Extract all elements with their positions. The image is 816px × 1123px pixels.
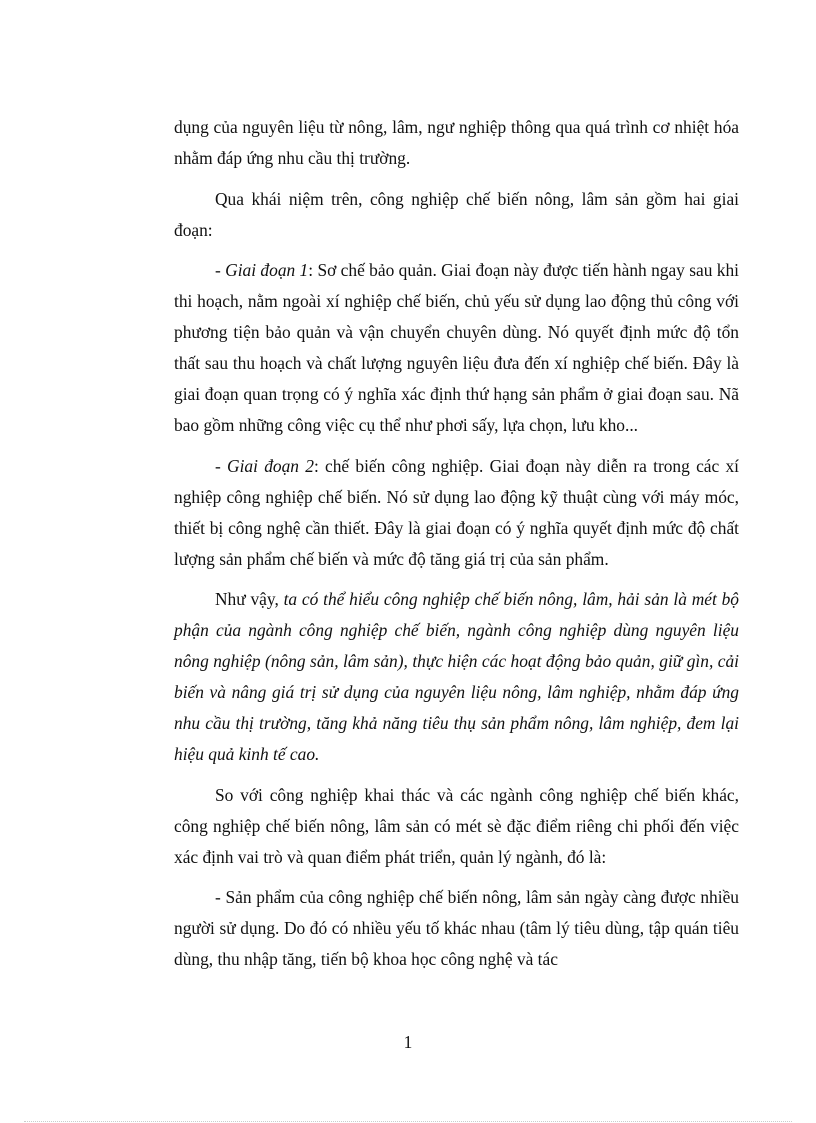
stage-2-label: - Giai đoạn 2 — [215, 455, 314, 476]
paragraph-text: : Sơ chế bảo quản. Giai đoạn này được tiến hành ngay sau khi thi hoạch, nằm ngoài xí nghiệp chế biến, chủ yếu sử dụng lao động thủ công với phương tiện bảo quản và vận chuyển chuyên dùng. Nó quyết định mức độ tổn thất sau thu hoạch và chất lượng nguyên liệu đưa đến xí nghiệp chế biến. Đây là giai đoạn quan trọng có ý nghĩa xác định thứ hạng sản phẩm ở giai đoạn sau. Nã bao gồm những công việc cụ thể như phơi sấy, lựa chọn, lưu kho... — [174, 260, 739, 435]
paragraph-stages-intro — [174, 184, 739, 246]
body-text — [174, 112, 739, 985]
paragraph-characteristics-intro — [174, 780, 739, 873]
paragraph-continuation — [174, 112, 739, 174]
definition-text: ta có thể hiểu công nghiệp chế biến nông, lâm, hải sản là mét bộ phận của ngành công nghiệp chế biến, ngành công nghiệp dùng nguyên liệu nông nghiệp (nông sản, lâm sản), thực hiện các hoạt động bảo quản, giữ gìn, cải biến và nâng giá trị sử dụng của nguyên liệu nông, lâm nghiệp, nhằm đáp ứng nhu cầu thị trường, tăng khả năng tiêu thụ sản phẩm nông, lâm nghiệp, đem lại hiệu quả kinh tế cao. — [174, 589, 739, 764]
paragraph-text: Qua khái niệm trên, công nghiệp chế biến nông, lâm sản gồm hai giai đoạn: — [174, 188, 739, 240]
stage-1-label: - Giai đoạn 1 — [215, 260, 309, 280]
paragraph-stage-1 — [174, 255, 739, 441]
definition-lead: Như vậy, — [215, 589, 284, 609]
paragraph-text: : chế biến công nghiệp. Giai đoạn này diễn ra trong các xí nghiệp công nghiệp chế biến. Nó sử dụng lao động kỹ thuật cùng với máy móc, thiết bị công nghệ cần thiết. Đây là giai đoạn có ý nghĩa quyết định mức độ chất lượng sản phẩm chế biến và mức độ tăng giá trị của sản phẩm. — [174, 455, 739, 569]
page-number: 1 — [403, 1032, 413, 1052]
page-divider — [24, 1121, 792, 1122]
paragraph-text: - Sản phẩm của công nghiệp chế biến nông, lâm sản ngày càng được nhiều người sử dụng. Do đó có nhiều yếu tố khác nhau (tâm lý tiêu dùng, tập quán tiêu dùng, thu nhập tăng, tiến bộ khoa học công nghệ và tác — [174, 887, 739, 969]
paragraph-characteristic-1 — [174, 882, 739, 975]
paragraph-stage-2 — [174, 451, 739, 575]
paragraph-text: So với công nghiệp khai thác và các ngành công nghiệp chế biến khác, công nghiệp chế biến nông, lâm sản có mét sè đặc điểm riêng chi phối đến việc xác định vai trò và quan điểm phát triển, quản lý ngành, đó là: — [174, 784, 739, 867]
paragraph-definition — [174, 584, 739, 770]
paragraph-text: dụng của nguyên liệu từ nông, lâm, ngư nghiệp thông qua quá trình cơ nhiệt hóa nhằm đáp ứng nhu cầu thị trường. — [174, 117, 739, 168]
